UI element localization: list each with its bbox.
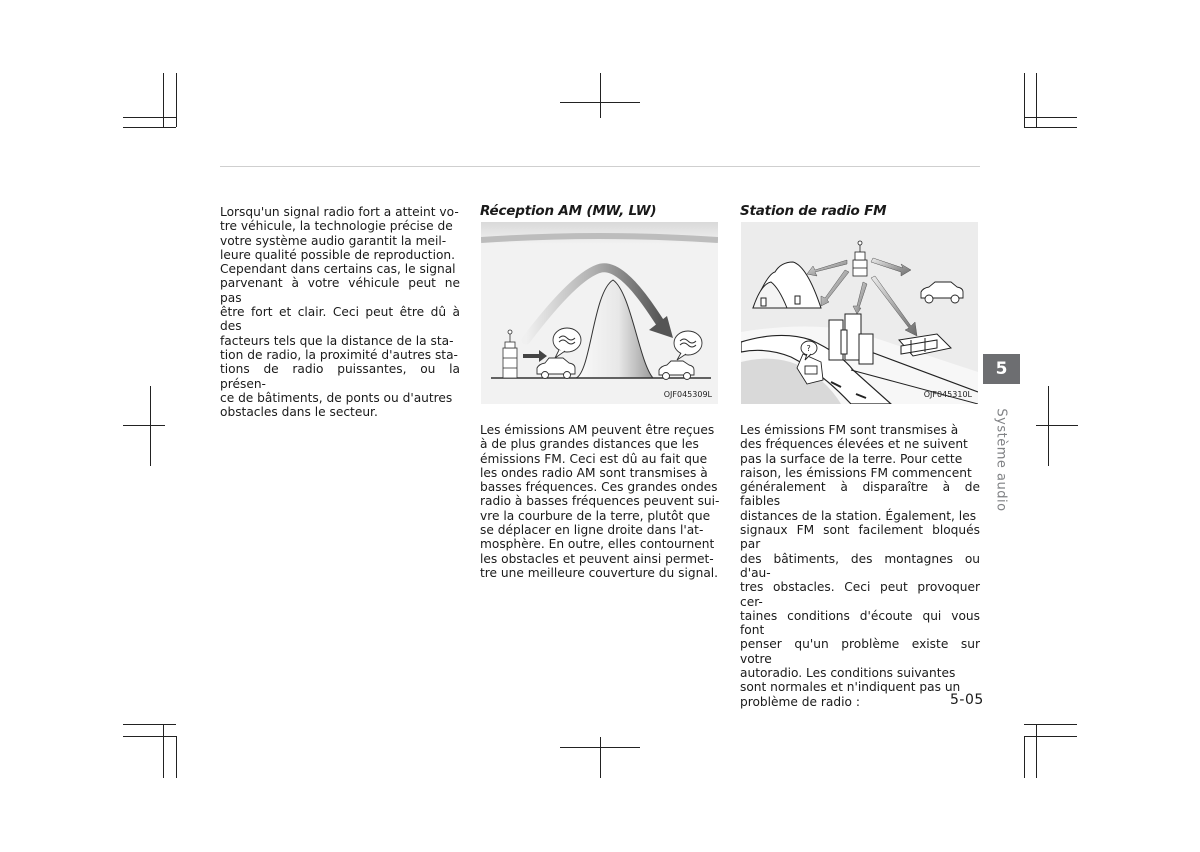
fm-heading: Station de radio FM [740,203,887,219]
crop-mark [163,724,164,778]
am-figure [481,222,718,404]
header-rule [220,166,980,167]
radio-tower-icon [853,241,867,276]
car-icon [659,361,694,380]
bridge-icon [899,334,951,356]
crop-mark [1036,425,1078,426]
am-body-text [480,423,720,580]
crop-mark [600,737,601,778]
fm-figure [741,222,978,404]
crop-mark [600,73,601,118]
figure-code: OJF045309L [663,390,712,399]
speech-bubble-icon [553,328,581,358]
crop-mark [123,117,176,118]
crop-mark [123,736,176,737]
crop-mark [1036,73,1037,127]
crop-mark [123,724,176,725]
crop-mark [1048,386,1049,466]
crop-mark [123,127,176,128]
fm-illustration [741,222,978,404]
crop-mark [123,425,165,426]
chapter-label: Système audio [993,408,1009,512]
body-paragraph: Lorsqu'un signal radio fort a atteint vo- tre véhicule, la technologie précise de votre système audio garantit la meil- leure qualité possible de reproduction. Cependant dans certains cas, le signal parvenant à votre véhicule peut ne pas être fort et clair. Ceci peut être dû à des facteurs tels que la distance de la sta- tion de radio, la proximité d'autres sta- tions de radio puissantes, ou la présen- ce de bâtiments, de ponts ou d'autres obstacles dans le secteur. [220,205,460,420]
svg-text:?: ? [806,344,811,353]
body-paragraph: Les émissions FM sont transmises à des fréquences élevées et ne suivent pas la surface de la terre. Pour cette raison, les émissions FM commencent généralement à disparaître à de faibles distances de la station. Également, les signaux FM sont facilement bloqués par des bâtiments, des montagnes ou d'au- tres obstacles. Ceci peut provoquer cer- taines conditions d'écoute qui vous font penser qu'un problème existe sur votre autoradio. Les conditions suivantes sont normales et n'indiquent pas un problème de radio : [740,423,980,709]
crop-mark [1024,724,1077,725]
am-heading: Réception AM (MW, LW) [480,203,657,219]
am-illustration [481,222,718,404]
crop-mark [1024,736,1025,778]
crop-mark [1024,127,1077,128]
crop-mark [176,736,177,778]
page-number: 5-05 [950,692,984,708]
left-column-text [220,205,460,419]
crop-mark [1024,736,1077,737]
buildings-icon [829,314,873,364]
chapter-number-tab: 5 [983,354,1020,384]
crop-mark [176,73,177,127]
crop-mark [163,73,164,127]
fm-body-text [740,423,980,709]
crop-mark [1024,73,1025,127]
speech-bubble-icon [674,331,702,360]
body-paragraph: Les émissions AM peuvent être reçues à de plus grandes distances que les émissions FM. Ceci est dû au fait que les ondes radio AM sont transmises à basses fréquences. Ces grandes ondes radio à basses fréquences peuvent sui- vre la courbure de la terre, plutôt que se déplacer en ligne droite dans l'at- mosphère. En outre, elles contournent les obstacles et peuvent ainsi permet- tre une meilleure couverture du signal. [480,423,720,580]
car-icon [537,358,575,379]
figure-code: OJF045310L [923,390,972,399]
radio-tower-icon [503,330,517,378]
car-icon [921,282,963,303]
crop-mark [1036,724,1037,778]
crop-mark [1024,117,1077,118]
crop-mark [150,386,151,466]
